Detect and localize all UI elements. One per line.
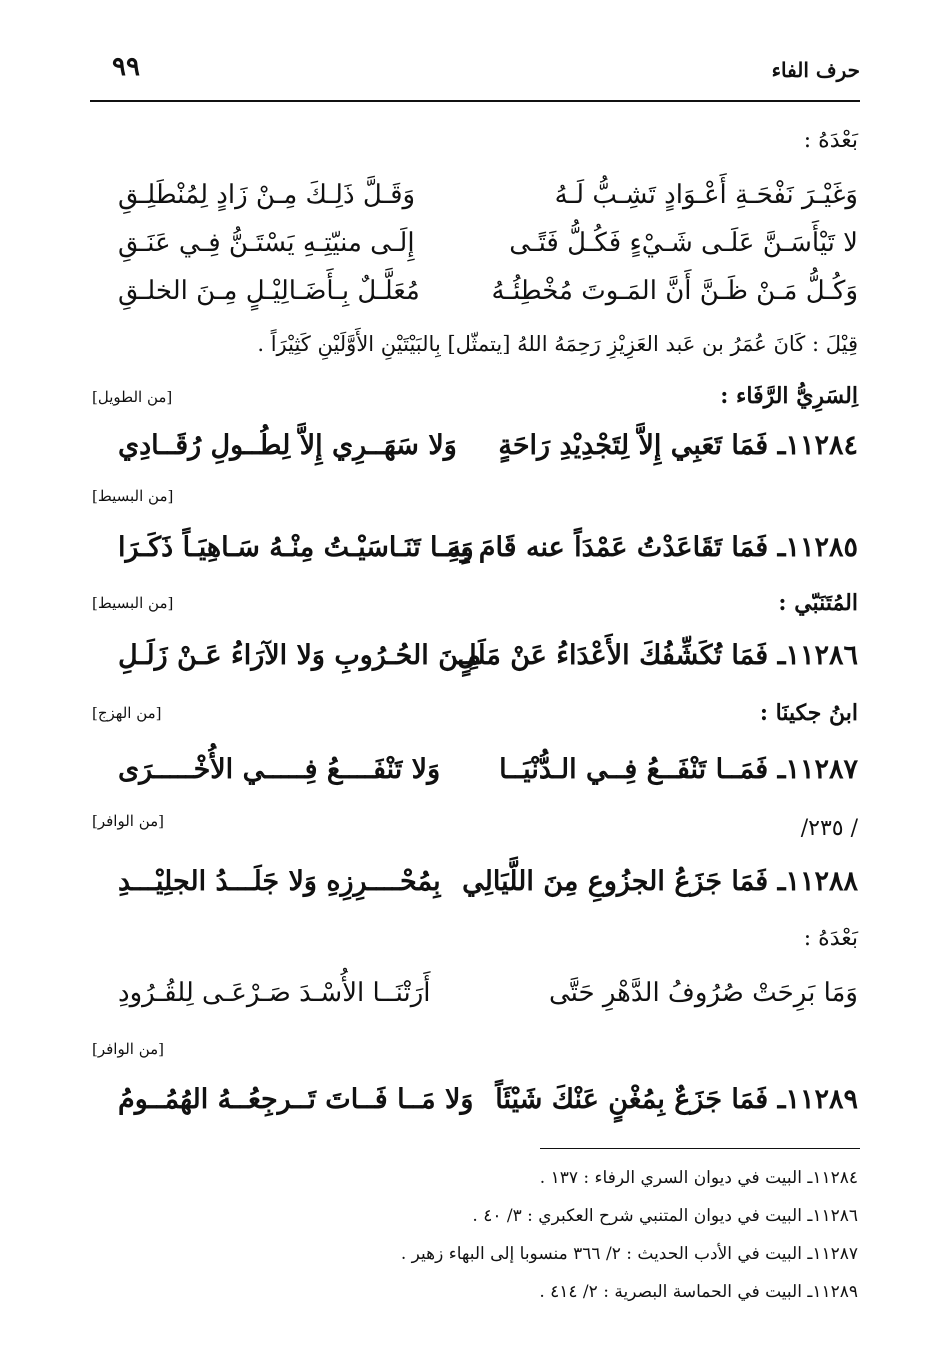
chapter-title: حرف الفاء [771,58,860,82]
verse-first-text: فَمَا تُكَشِّفُكَ الأَعْدَاءُ عَنْ مَلَلٍ [456,640,769,671]
footnote: ١١٢٨٩ـ البيت في الحماسة البصرية : ٢/ ٤١٤ . [539,1282,858,1302]
meter-label: [من البسيط] [92,487,174,505]
verse-first-hemistich [462,866,858,897]
footnote: ١١٢٨٧ـ البيت في الأدب الحديث : ٢/ ٣٦٦ منسوبا إلى البهاء زهير . [400,1244,858,1264]
meter-label: [من الوافر] [92,1040,165,1058]
verse-second-hemistich: بِمُحْــــرِزِهِ وَلا جَلَـــدُ الجلِيْـــدِ [118,866,441,897]
verse-first-hemistich: وَكُـلُّ مَـنْ ظَـنَّ أَنَّ المَـوتَ مُخْطِئُـهُ [491,276,858,306]
meter-label: [من الوافر] [92,812,165,830]
footnote-divider [540,1148,860,1149]
prose-note: قِيْلَ : كَانَ عُمَرُ بن عَبد العَزِيْزِ رَحِمَهُ اللهُ [يتمثّل] بِالبَيْتَيْنِ الأَوَّلَيْنِ كَثِيْرَاً . [257,332,858,356]
manuscript-folio-mark: / ٢٣٥/ [800,816,858,841]
verse-first-hemistich [499,754,858,785]
verse-first-hemistich: وَغَيْـرَ نَفْحَـةِ أَعْـوَادٍ تَشِـبُّ لَـهُ [554,180,858,210]
footnote: ١١٢٨٤ـ البيت في ديوان السري الرفاء : ١٣٧ . [539,1168,858,1188]
verse-number: ١١٢٨٥ـ [777,532,858,563]
section-label: بَعْدَهُ : [803,926,858,951]
verse-second-hemistich: وَقَـلَّ ذَلِـكَ مِـنْ زَادٍ لِمُنْطَلِـقِ [118,180,416,210]
verse-first-hemistich [498,430,858,461]
verse-first-text: فَمَا جَزَعُ الجزُوعِ مِنَ اللَّيَالِي [462,866,769,897]
verse-first-text: فَمَا تَعَبِي إِلاَّ لِتَجْدِيْدِ رَاحَةٍ [498,430,769,461]
meter-label: [من الهزج] [92,704,162,722]
verse-second-hemistich: وَمَـا تَنَـاسَيْـتُ مِنْـهُ سَـاهِيَـاً ذَكَـرَا [118,532,474,563]
verse-second-hemistich: مُعَلَّـلٌ بِـأَضَـالِيْـلٍ مِـنَ الخلـقِ [118,276,420,306]
verse-number: ١١٢٨٩ـ [777,1084,858,1115]
poet-label: ابنُ جكينَا : [759,700,858,726]
verse-second-hemistich: وَلا سَهَــرِي إِلاَّ لِطُــولِ رُقَــادِي [118,430,457,461]
footnote: ١١٢٨٦ـ البيت في ديوان المتنبي شرح العكبري : ٣/ ٤٠ . [472,1206,858,1226]
verse-second-hemistich: إِلَـى منيّتِـهِ يَسْتَـنُّ فِـي عَنَـقِ [118,228,415,258]
verse-number: ١١٢٨٦ـ [777,640,858,671]
verse-second-hemistich: وَلا مَــا فَــاتَ تَــرجِعُــهُ الهُمُــومُ [118,1084,474,1115]
header-divider [90,100,860,102]
verse-first-hemistich: وَمَا بَرِحَتْ صُرُوفُ الدَّهْرِ حَتَّى [548,978,858,1008]
verse-second-hemistich: أَرَتْنَــا الأُسْـدَ صَـرْعَـى لِلقُـرُودِ [118,978,431,1008]
verse-first-hemistich: لا تَيْأَسَـنَّ عَلَـى شَـيْءٍ فَكُـلُّ فَتًـى [509,228,858,258]
poet-label: اِلسَرِيُّ الرَّفَاء : [720,383,858,409]
verse-number: ١١٢٨٤ـ [777,430,858,461]
verse-second-hemistich: مِـنَ الحُـرُوبِ وَلا الآرَاءُ عَـنْ زَلَـلِ [118,640,482,671]
verse-first-hemistich [457,640,858,671]
verse-second-hemistich: وَلا تَنْفَــــعُ فِـــــي الأُخْـــــرَى [118,754,441,785]
page-number: ٩٩ [112,52,140,82]
verse-number: ١١٢٨٧ـ [777,754,858,785]
meter-label: [من الطويل] [92,388,173,406]
section-label: بَعْدَهُ : [803,128,858,153]
verse-number: ١١٢٨٨ـ [777,866,858,897]
verse-first-text: فَمَا جَزَعٌ بِمُغْنٍ عَنْكَ شَيْئَاً [495,1084,769,1115]
verse-first-text: فَمَــا تَنْفَــعُ فِــي الـدُّنْيَــا [499,754,769,785]
verse-first-hemistich [447,532,858,563]
meter-label: [من البسيط] [92,594,174,612]
poet-label: المُتَنَبّي : [778,590,858,616]
verse-first-text: فَمَا تَقَاعَدْتُ عَمْدَاً عنه قَامَ بِهِ [447,532,769,563]
verse-first-hemistich [495,1084,858,1115]
